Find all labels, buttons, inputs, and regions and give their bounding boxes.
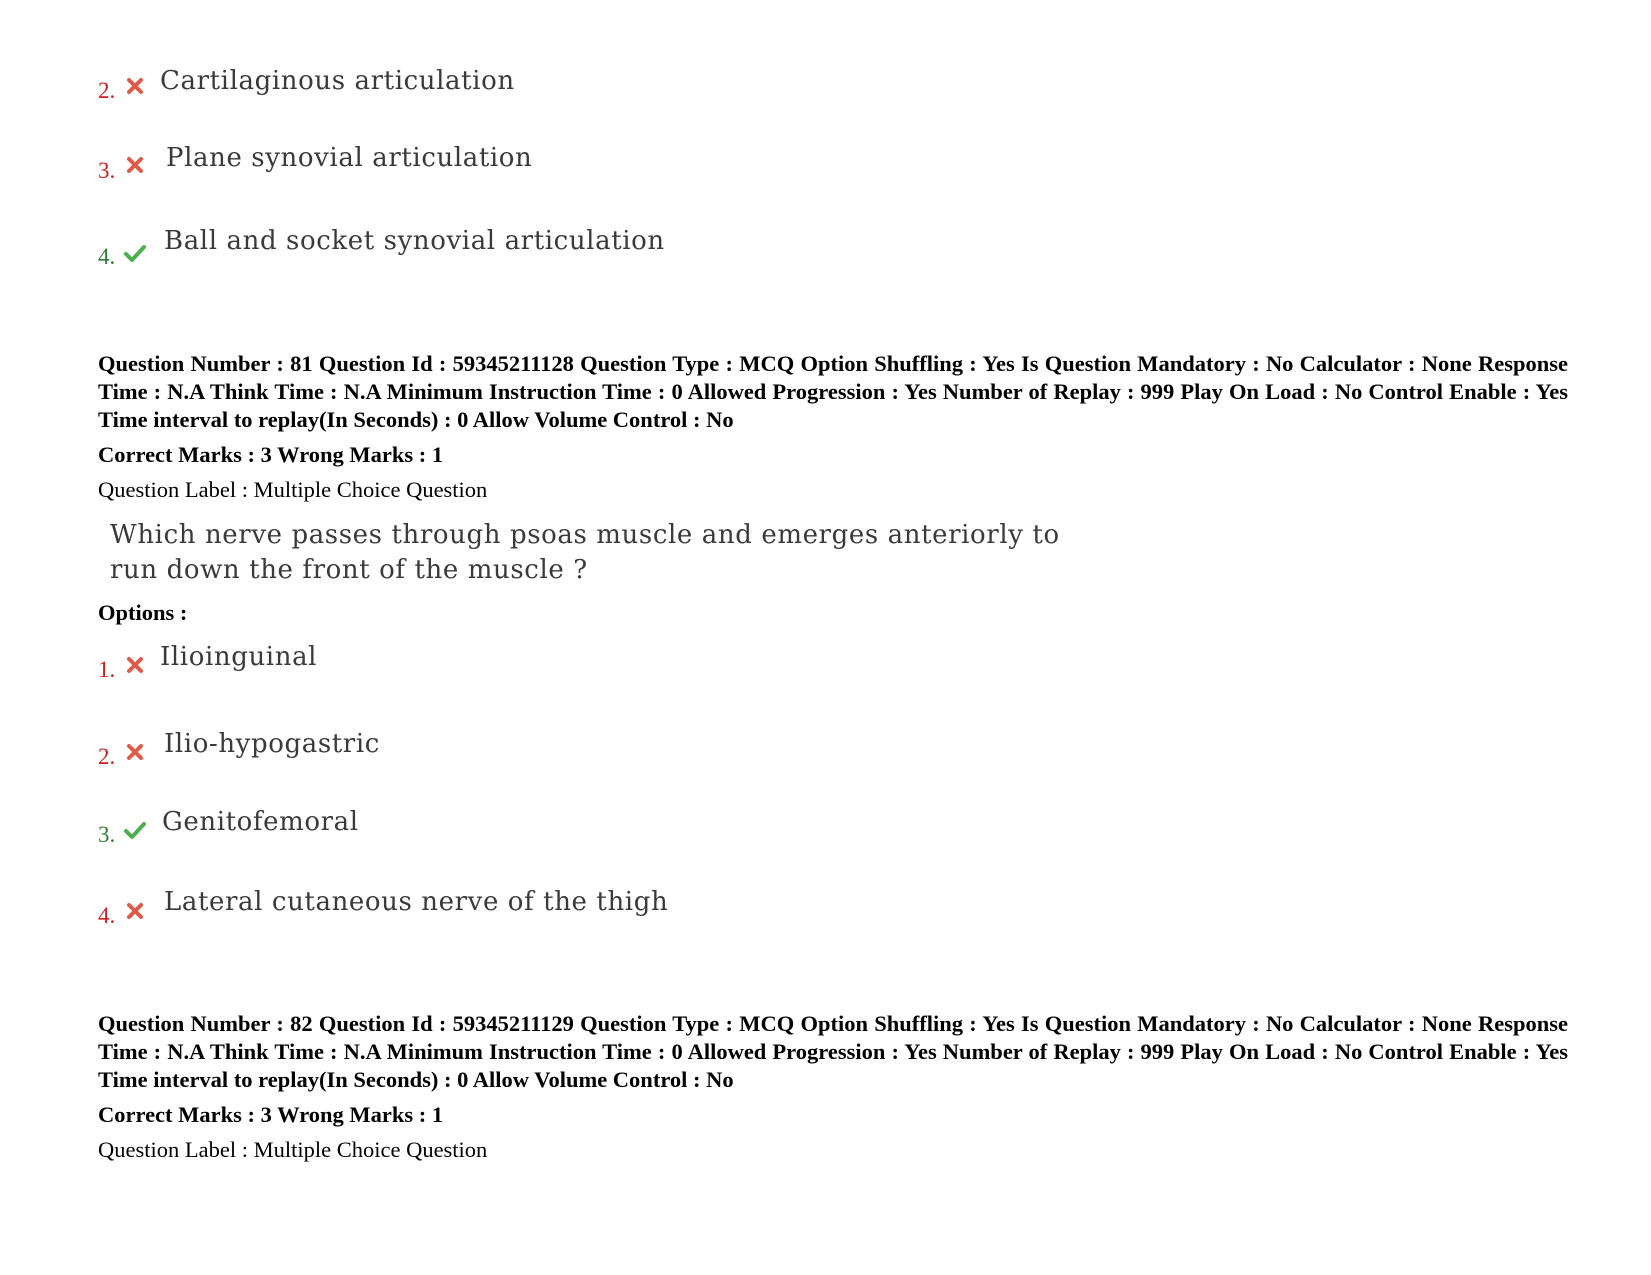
option-number: 4. [98, 903, 116, 928]
option-text: Plane synovial articulation [166, 143, 533, 173]
options-heading: Options : [98, 600, 188, 625]
question-marks: Correct Marks : 3 Wrong Marks : 1 [98, 442, 444, 467]
check-icon [124, 820, 146, 840]
question-label: Question Label : Multiple Choice Question [98, 1137, 488, 1162]
option-number: 1. [98, 657, 116, 682]
option-text: Ilio-hypogastric [164, 729, 380, 759]
question-text-line-1: Which nerve passes through psoas muscle and emerges anteriorly to [110, 520, 1060, 550]
option-text: Ilioinguinal [160, 642, 318, 672]
check-icon [124, 243, 146, 263]
option-text: Lateral cutaneous nerve of the thigh [164, 887, 669, 917]
cross-icon [124, 655, 146, 675]
cross-icon [124, 76, 146, 96]
cross-icon [124, 155, 146, 175]
option-number: 3. [98, 822, 116, 847]
cross-icon [124, 901, 146, 921]
question-marks: Correct Marks : 3 Wrong Marks : 1 [98, 1102, 444, 1127]
question-meta: Question Number : 82 Question Id : 59345211129 Question Type : MCQ Option Shuffling : Yes Is Question Mandatory : No Calculator : None Response Time : N.A Think Time : N.A Minimum Instruction Time : 0 Allowed Progression : Yes Number of Replay : 999 Play On Load : No Control Enable : Yes Time interval to replay(In Seconds) : 0 Allow Volume Control : No [98, 1011, 1568, 1092]
cross-icon [124, 742, 146, 762]
option-text: Cartilaginous articulation [160, 66, 515, 96]
option-text: Ball and socket synovial articulation [164, 226, 665, 256]
question-label: Question Label : Multiple Choice Question [98, 477, 488, 502]
option-text: Genitofemoral [162, 807, 359, 837]
option-number: 2. [98, 78, 116, 103]
question-text-line-2: run down the front of the muscle ? [110, 555, 588, 585]
option-number: 4. [98, 244, 116, 269]
option-number: 2. [98, 744, 116, 769]
option-number: 3. [98, 158, 116, 183]
question-meta: Question Number : 81 Question Id : 59345211128 Question Type : MCQ Option Shuffling : Yes Is Question Mandatory : No Calculator : None Response Time : N.A Think Time : N.A Minimum Instruction Time : 0 Allowed Progression : Yes Number of Replay : 999 Play On Load : No Control Enable : Yes Time interval to replay(In Seconds) : 0 Allow Volume Control : No [98, 351, 1568, 432]
